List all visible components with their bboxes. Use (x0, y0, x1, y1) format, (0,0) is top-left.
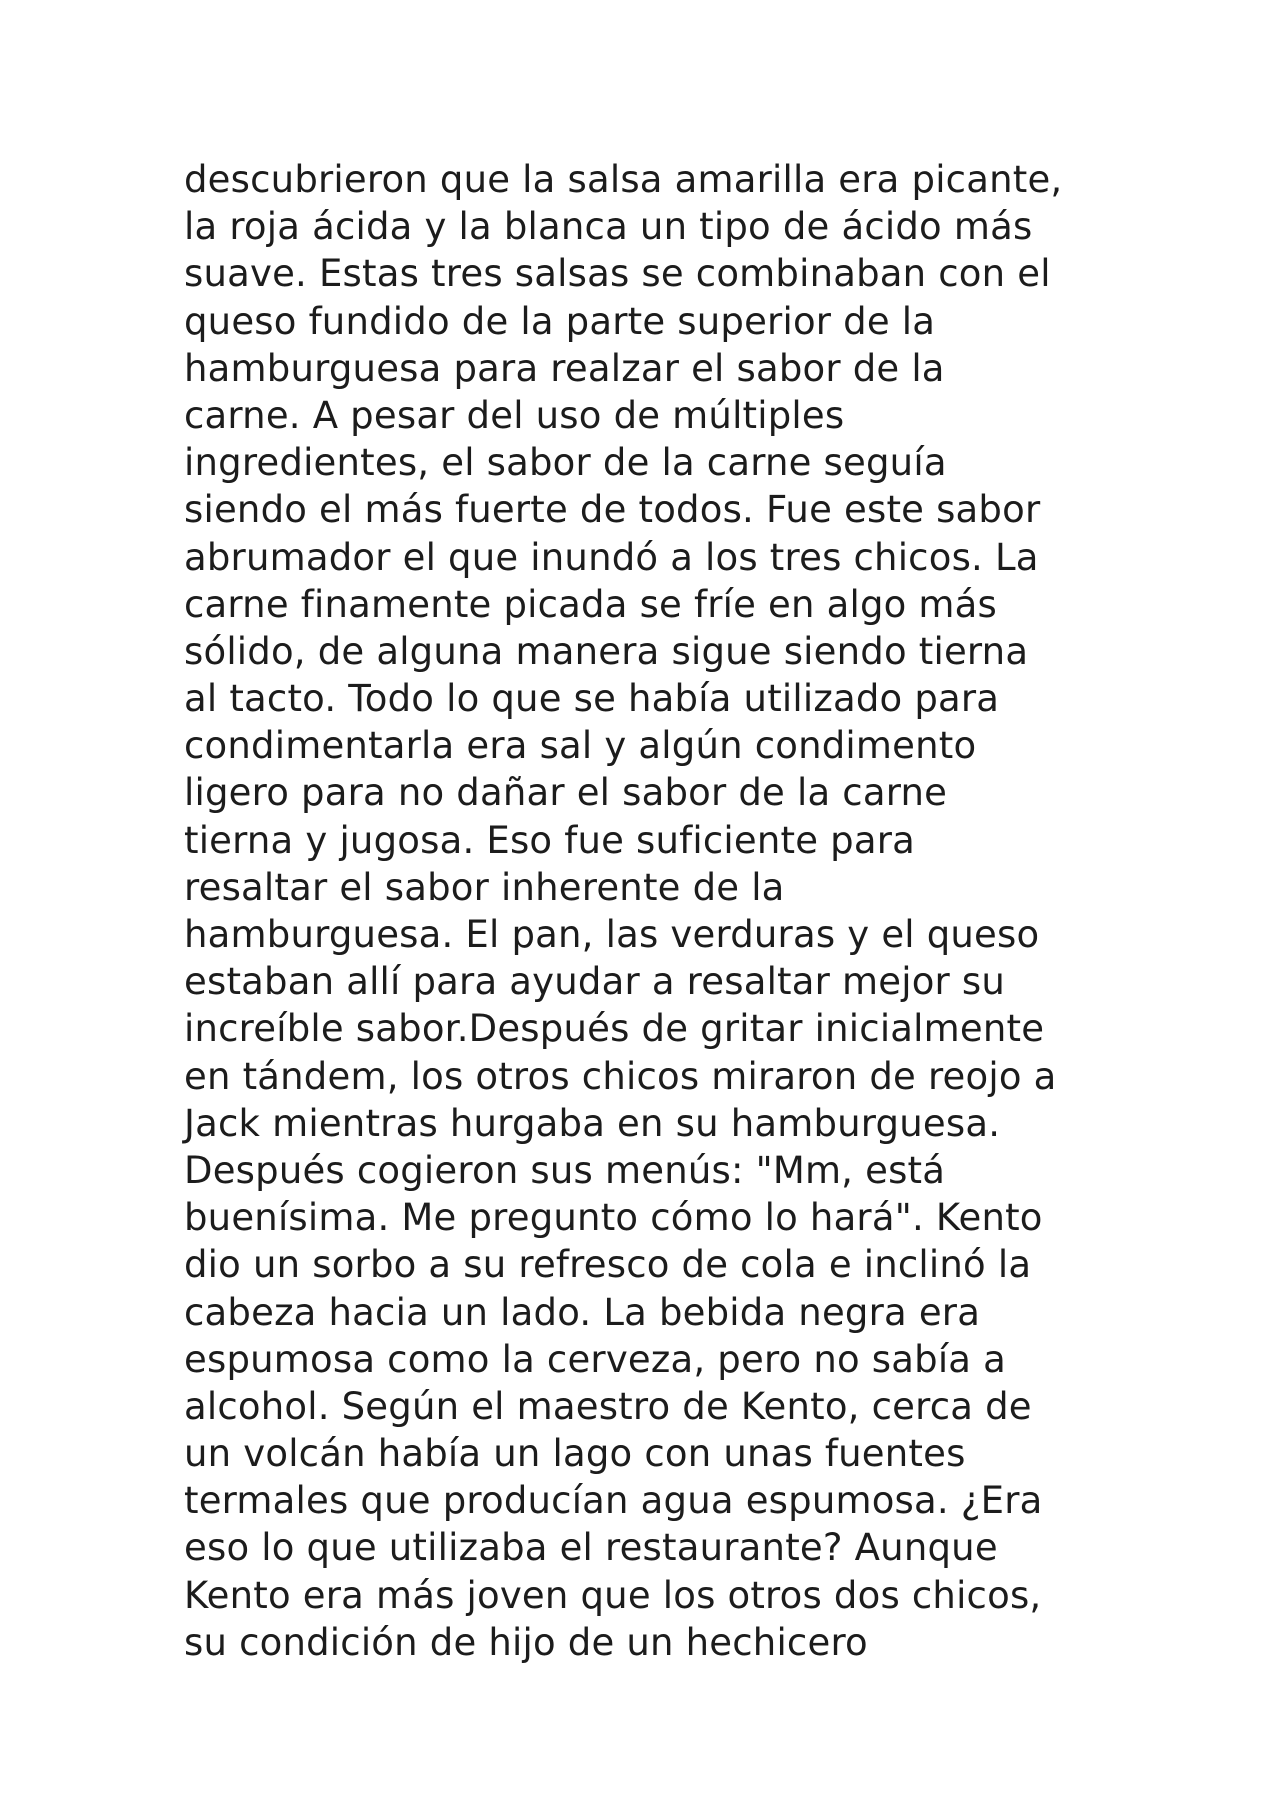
text-line: sólido, de alguna manera sigue siendo tierna (184, 629, 1029, 673)
text-line: queso fundido de la parte superior de la (184, 299, 936, 343)
text-line: cabeza hacia un lado. La bebida negra era (184, 1290, 981, 1334)
text-line: abrumador el que inundó a los tres chicos. La (184, 535, 1039, 579)
text-line: carne finamente picada se fríe en algo más (184, 582, 998, 626)
text-line: Jack mientras hurgaba en su hamburguesa. (184, 1101, 1001, 1145)
body-text (184, 156, 1144, 1666)
text-line: la roja ácida y la blanca un tipo de ácido más (184, 205, 1033, 249)
text-line: buenísima. Me pregunto cómo lo hará". Kento (184, 1196, 1043, 1240)
text-line: resaltar el sabor inherente de la (184, 865, 785, 909)
text-line: su condición de hijo de un hechicero (184, 1620, 868, 1664)
text-line: suave. Estas tres salsas se combinaban con el (184, 252, 1051, 296)
text-line: dio un sorbo a su refresco de cola e inclinó la (184, 1243, 1032, 1287)
text-line: en tándem, los otros chicos miraron de reojo a (184, 1054, 1057, 1098)
text-line: hamburguesa para realzar el sabor de la (184, 346, 945, 390)
text-line: alcohol. Según el maestro de Kento, cerca de (184, 1384, 1032, 1428)
text-line: carne. A pesar del uso de múltiples (184, 393, 845, 437)
text-line: espumosa como la cerveza, pero no sabía a (184, 1337, 1007, 1381)
text-line: siendo el más fuerte de todos. Fue este sabor (184, 488, 1041, 532)
text-line: eso lo que utilizaba el restaurante? Aunque (184, 1526, 998, 1570)
text-line: al tacto. Todo lo que se había utilizado para (184, 677, 1000, 721)
text-line: estaban allí para ayudar a resaltar mejor su (184, 960, 1006, 1004)
text-line: hamburguesa. El pan, las verduras y el queso (184, 913, 1040, 956)
text-line: descubrieron que la salsa amarilla era picante, (184, 158, 1063, 201)
text-line: Kento era más joven que los otros dos chicos, (184, 1573, 1042, 1617)
text-line: termales que producían agua espumosa. ¿Era (184, 1479, 1043, 1523)
text-line: un volcán había un lago con unas fuentes (184, 1432, 966, 1476)
text-line: condimentarla era sal y algún condimento (184, 724, 977, 768)
text-line: tierna y jugosa. Eso fue suficiente para (184, 818, 915, 862)
text-line: Después cogieron sus menús: "Mm, está (184, 1148, 946, 1192)
text-line: increíble sabor.Después de gritar inicialmente (184, 1007, 1045, 1051)
text-line: ligero para no dañar el sabor de la carne (184, 771, 948, 815)
text-line: ingredientes, el sabor de la carne seguía (184, 441, 947, 485)
